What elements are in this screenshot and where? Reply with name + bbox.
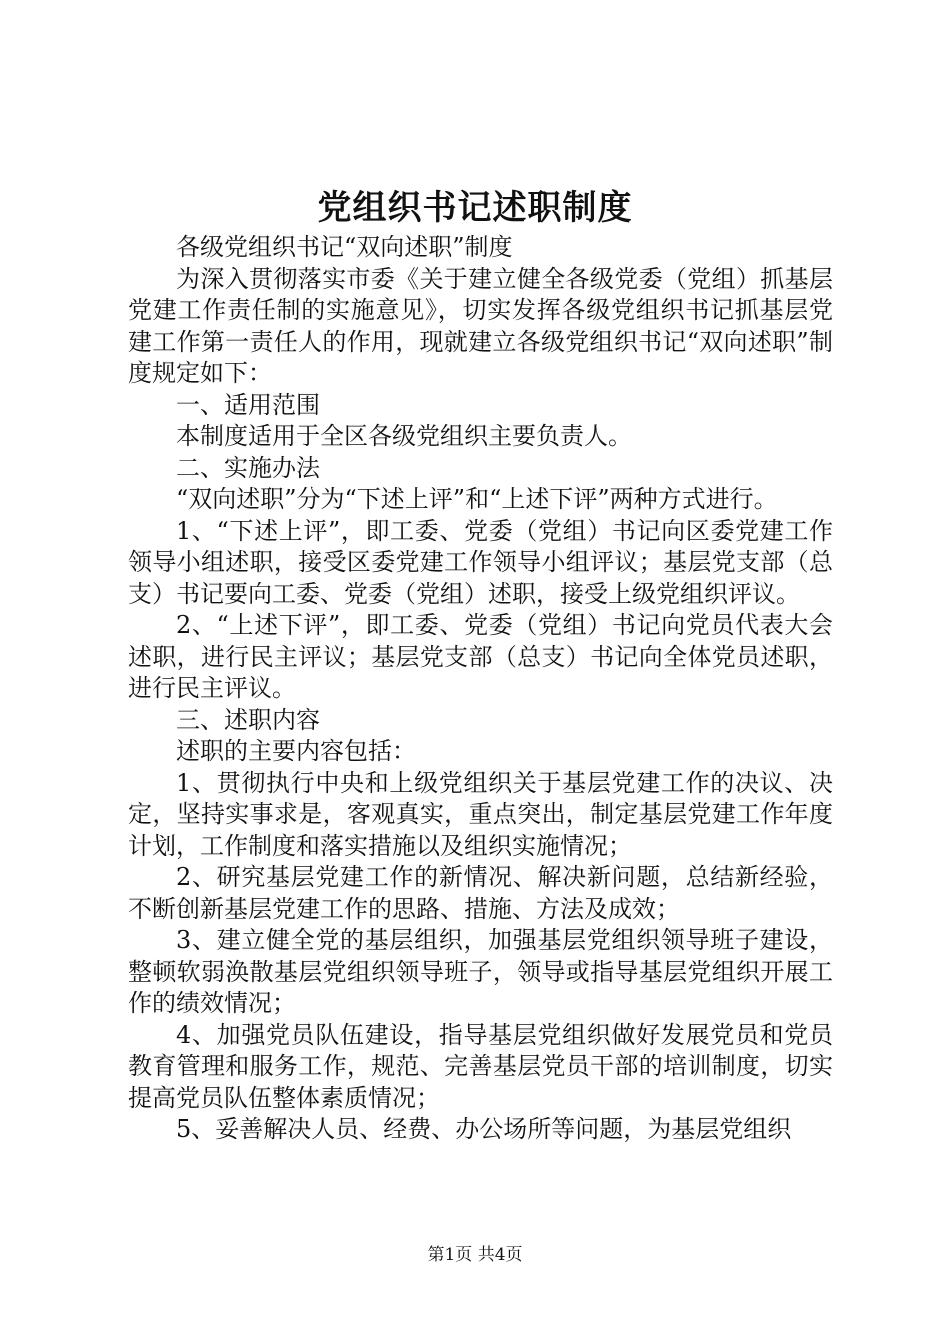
paragraph: 为深入贯彻落实市委《关于建立健全各级党委（党组）抓基层党建工作责任制的实施意见》，切实发挥各级党组织书记抓基层党建工作第一责任人的作用，现就建立各级党组织书记“双向述职”制度规定如下： xyxy=(128,264,833,387)
paragraph: 4、加强党员队伍建设，指导基层党组织做好发展党员和党员教育管理和服务工作，规范、完善基层党员干部的培训制度，切实提高党员队伍整体素质情况； xyxy=(128,1020,833,1112)
section-heading: 一、适用范围 xyxy=(176,390,320,419)
paragraph: 述职的主要内容包括： xyxy=(176,737,416,765)
paragraph: 各级党组织书记“双向述职”制度 xyxy=(176,233,513,261)
paragraph: 3、建立健全党的基层组织，加强基层党组织领导班子建设，整顿软弱涣散基层党组织领导班子，领导或指导基层党组织开展工作的绩效情况； xyxy=(128,926,833,1017)
document-body xyxy=(128,232,833,1146)
paragraph: 本制度适用于全区各级党组织主要负责人。 xyxy=(176,422,632,450)
paragraph: 2、“上述下评”，即工委、党委（党组）书记向党员代表大会述职，进行民主评议；基层党支部（总支）书记向全体党员述职，进行民主评议。 xyxy=(128,611,833,702)
paragraph: 5、妥善解决人员、经费、办公场所等问题，为基层党组织 xyxy=(176,1115,792,1143)
section-heading: 三、述职内容 xyxy=(176,705,320,734)
paragraph: “双向述职”分为“下述上评”和“上述下评”两种方式进行。 xyxy=(176,485,778,513)
paragraph: 1、“下述上评”，即工委、党委（党组）书记向区委党建工作领导小组述职，接受区委党建工作领导小组评议；基层党支部（总支）书记要向工委、党委（党组）述职，接受上级党组织评议。 xyxy=(128,516,833,608)
paragraph: 1、贯彻执行中央和上级党组织关于基层党建工作的决议、决定，坚持实事求是，客观真实，重点突出，制定基层党建工作年度计划，工作制度和落实措施以及组织实施情况； xyxy=(128,768,833,860)
document-title: 党组织书记述职制度 xyxy=(317,188,633,228)
paragraph: 2、研究基层党建工作的新情况、解决新问题，总结新经验，不断创新基层党建工作的思路、措施、方法及成效； xyxy=(128,863,833,923)
section-heading: 二、实施办法 xyxy=(176,453,320,482)
page-footer: 第1页 共4页 xyxy=(427,1245,523,1265)
